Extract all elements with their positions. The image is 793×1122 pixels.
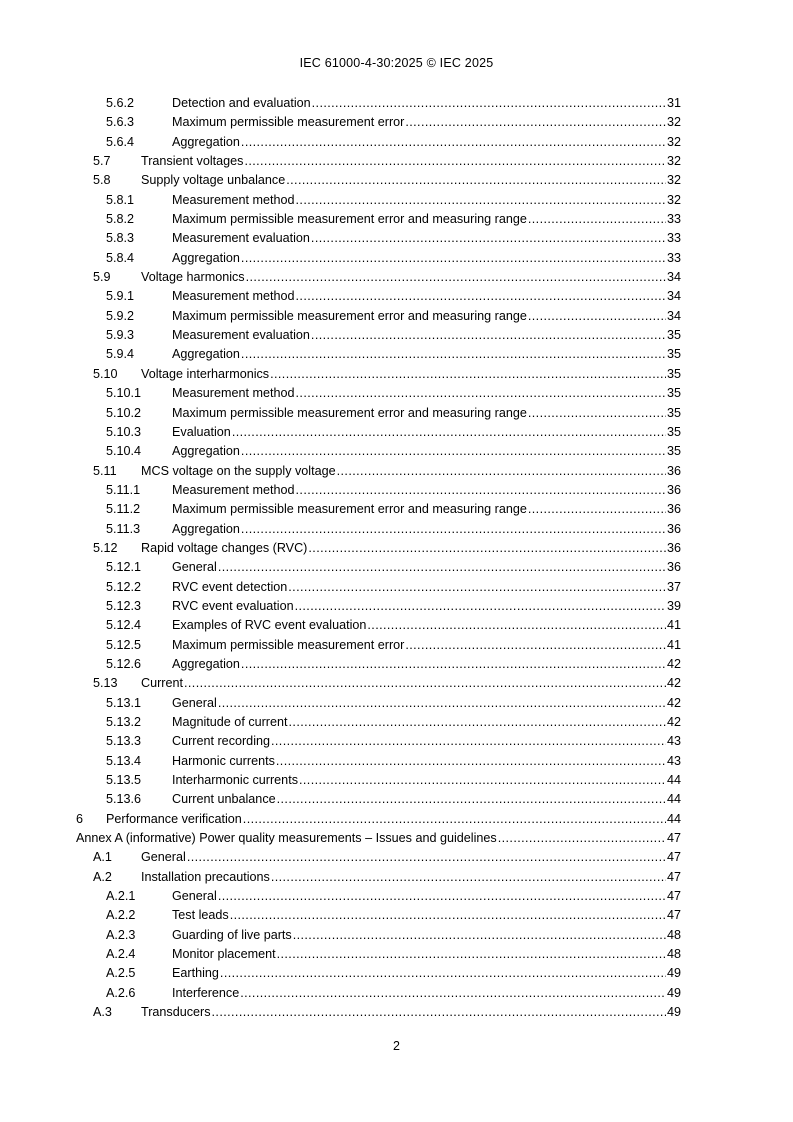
toc-entry-line — [172, 926, 681, 945]
toc-entry-number: 5.12.6 — [106, 656, 142, 671]
toc-entry-number: 5.11.2 — [106, 502, 141, 517]
toc-entry-number: 5.10.1 — [106, 386, 142, 401]
toc-leader-dots — [244, 152, 666, 171]
table-of-contents — [76, 94, 681, 1023]
toc-entry[interactable] — [76, 558, 681, 577]
toc-entry-title: Aggregation — [172, 521, 240, 536]
toc-entry-title: Magnitude of current — [172, 715, 288, 729]
toc-entry-page: 44 — [666, 792, 681, 807]
toc-entry-line — [172, 423, 681, 442]
toc-entry-number: 5.10.4 — [106, 444, 142, 459]
toc-entry-title: Measurement method — [172, 192, 295, 207]
toc-entry-number: 5.12.1 — [106, 560, 142, 575]
toc-entry-line — [172, 887, 681, 906]
toc-entry-title: Measurement evaluation — [172, 231, 310, 246]
toc-entry-title: Current — [141, 676, 183, 691]
toc-entry-page: 47 — [666, 869, 681, 884]
toc-entry[interactable] — [76, 520, 681, 539]
toc-entry-page: 44 — [666, 773, 681, 788]
toc-entry-page: 48 — [666, 947, 681, 962]
toc-entry-number: A.2.3 — [106, 927, 136, 942]
toc-entry-page: 36 — [666, 560, 681, 575]
toc-leader-dots — [276, 752, 666, 771]
toc-entry-title: Voltage interharmonics — [141, 366, 270, 381]
toc-entry-number: 5.11 — [93, 463, 117, 478]
toc-entry-title: Voltage harmonics — [141, 270, 245, 285]
toc-entry-page: 41 — [666, 637, 681, 652]
toc-entry-page: 37 — [666, 579, 681, 594]
toc-entry-number: A.2 — [93, 869, 112, 884]
toc-entry[interactable] — [76, 268, 681, 287]
toc-entry-number: 5.12.3 — [106, 598, 142, 613]
toc-entry-line — [172, 636, 681, 655]
toc-entry-line — [172, 578, 681, 597]
toc-entry-line — [76, 829, 681, 848]
toc-leader-dots — [293, 926, 666, 945]
toc-leader-dots — [277, 945, 666, 964]
toc-entry-title: Maximum permissible measurement error and measuring range — [172, 405, 527, 420]
toc-entry-title: Maximum permissible measurement error — [172, 115, 405, 130]
toc-entry-title: Measurement method — [172, 482, 295, 497]
toc-entry-line — [172, 616, 681, 635]
toc-entry-line — [172, 326, 681, 345]
toc-leader-dots — [308, 539, 666, 558]
toc-entry-line — [172, 481, 681, 500]
toc-entry-number: 5.6.2 — [106, 96, 135, 110]
toc-entry[interactable] — [76, 752, 681, 771]
toc-entry[interactable] — [76, 984, 681, 1003]
toc-leader-dots — [241, 655, 666, 674]
toc-entry-line — [172, 597, 681, 616]
toc-entry-page: 42 — [666, 695, 681, 710]
toc-entry-line — [141, 868, 681, 887]
toc-entry-title: General — [172, 695, 217, 710]
toc-entry-number: A.1 — [93, 850, 112, 865]
toc-entry-page: 44 — [666, 811, 681, 826]
toc-entry[interactable] — [76, 229, 681, 248]
toc-entry[interactable] — [76, 113, 681, 132]
toc-entry-line — [172, 713, 681, 732]
toc-entry-line — [172, 771, 681, 790]
toc-entry-page: 34 — [666, 308, 681, 323]
toc-entry[interactable] — [76, 848, 681, 867]
toc-entry[interactable] — [76, 926, 681, 945]
toc-entry-number: 5.6.4 — [106, 134, 135, 149]
toc-leader-dots — [241, 442, 666, 461]
toc-entry-title: Test leads — [172, 908, 229, 923]
toc-entry-title: Current recording — [172, 734, 270, 749]
toc-entry-number: 5.10.2 — [106, 405, 142, 420]
toc-entry-page: 42 — [666, 656, 681, 671]
toc-leader-dots — [230, 906, 666, 925]
toc-entry[interactable] — [76, 868, 681, 887]
toc-entry-number: 5.6.3 — [106, 115, 135, 130]
toc-leader-dots — [311, 229, 666, 248]
toc-entry-page: 36 — [666, 463, 681, 478]
toc-entry-line — [141, 268, 681, 287]
toc-entry-page: 35 — [666, 328, 681, 343]
toc-entry[interactable] — [76, 94, 681, 113]
toc-entry-number: 5.12.2 — [106, 579, 142, 594]
toc-entry-line — [172, 752, 681, 771]
toc-entry-number: 5.12 — [93, 540, 118, 555]
toc-entry[interactable] — [76, 1003, 681, 1022]
toc-entry[interactable] — [76, 616, 681, 635]
toc-entry-number: A.2.1 — [106, 889, 136, 904]
toc-leader-dots — [296, 481, 666, 500]
toc-entry[interactable] — [76, 732, 681, 751]
toc-entry-line — [172, 694, 681, 713]
toc-entry-title: Measurement method — [172, 386, 295, 401]
toc-entry[interactable] — [76, 133, 681, 152]
toc-entry-page: 49 — [666, 1005, 681, 1020]
toc-leader-dots — [187, 848, 666, 867]
toc-entry-number: 5.8.3 — [106, 231, 135, 246]
toc-entry[interactable] — [76, 636, 681, 655]
toc-entry-title: Aggregation — [172, 347, 240, 362]
toc-leader-dots — [241, 133, 666, 152]
toc-entry-title: Evaluation — [172, 424, 231, 439]
toc-entry[interactable] — [76, 655, 681, 674]
toc-entry-title: RVC event detection — [172, 579, 288, 594]
toc-entry-number: 5.13.6 — [106, 792, 142, 807]
toc-entry-page: 35 — [666, 366, 681, 381]
toc-entry-title: Maximum permissible measurement error and measuring range — [172, 212, 527, 227]
toc-entry-number: 5.8 — [93, 173, 111, 188]
toc-leader-dots — [277, 790, 666, 809]
toc-entry-page: 34 — [666, 289, 681, 304]
toc-entry-line — [172, 287, 681, 306]
toc-entry[interactable] — [76, 287, 681, 306]
toc-entry[interactable] — [76, 674, 681, 693]
toc-entry-number: 5.9.1 — [106, 289, 135, 304]
toc-entry-number: 5.9 — [93, 270, 111, 285]
toc-entry-page: 47 — [666, 850, 681, 865]
toc-entry[interactable] — [76, 539, 681, 558]
toc-leader-dots — [241, 520, 666, 539]
toc-entry-title: RVC event evaluation — [172, 598, 294, 613]
toc-entry-title: Aggregation — [172, 656, 240, 671]
toc-entry-number: 5.10 — [93, 366, 118, 381]
toc-entry-line — [172, 964, 681, 983]
toc-entry-title: General — [172, 560, 217, 575]
toc-entry[interactable] — [76, 365, 681, 384]
toc-entry-page: 42 — [666, 715, 681, 729]
toc-entry[interactable] — [76, 945, 681, 964]
toc-entry-page: 31 — [666, 96, 681, 110]
toc-entry-page: 47 — [666, 908, 681, 923]
toc-leader-dots — [296, 384, 666, 403]
toc-leader-dots — [246, 268, 666, 287]
toc-entry-number: 5.8.4 — [106, 250, 135, 265]
toc-entry-title: Earthing — [172, 966, 219, 981]
toc-entry-line — [172, 404, 681, 423]
toc-entry[interactable] — [76, 423, 681, 442]
toc-entry-page: 33 — [666, 250, 681, 265]
toc-entry-title: Aggregation — [172, 444, 240, 459]
toc-entry-line — [172, 307, 681, 326]
toc-entry-number: 5.8.1 — [106, 192, 135, 207]
toc-entry[interactable] — [76, 384, 681, 403]
toc-entry[interactable] — [76, 578, 681, 597]
toc-entry-page: 36 — [666, 482, 681, 497]
toc-entry-page: 32 — [666, 115, 681, 130]
toc-entry-number: 5.11.3 — [106, 521, 141, 536]
toc-entry-page: 47 — [666, 831, 681, 846]
toc-entry[interactable] — [76, 964, 681, 983]
toc-leader-dots — [367, 616, 666, 635]
toc-entry-title: Harmonic currents — [172, 753, 275, 768]
toc-entry-line — [172, 558, 681, 577]
toc-entry-line — [172, 249, 681, 268]
toc-entry-page: 39 — [666, 598, 681, 613]
toc-entry-title: Detection and evaluation — [172, 96, 311, 110]
toc-entry-number: 5.12.5 — [106, 637, 142, 652]
toc-leader-dots — [528, 210, 666, 229]
toc-leader-dots — [286, 171, 666, 190]
toc-entry-page: 35 — [666, 424, 681, 439]
toc-entry-title: Supply voltage unbalance — [141, 173, 286, 188]
toc-entry[interactable] — [76, 462, 681, 481]
toc-leader-dots — [405, 636, 666, 655]
toc-entry-number: 5.7 — [93, 154, 111, 169]
toc-entry-page: 34 — [666, 270, 681, 285]
toc-entry-number: 5.13.5 — [106, 773, 142, 788]
toc-entry-line — [172, 210, 681, 229]
toc-leader-dots — [218, 558, 666, 577]
toc-leader-dots — [270, 365, 666, 384]
toc-entry-line — [172, 945, 681, 964]
toc-entry-title: Maximum permissible measurement error and measuring range — [172, 502, 527, 517]
toc-entry-number: 5.13.3 — [106, 734, 142, 749]
toc-entry-line — [141, 171, 681, 190]
toc-leader-dots — [232, 423, 666, 442]
toc-entry[interactable] — [76, 790, 681, 809]
toc-leader-dots — [184, 674, 666, 693]
toc-entry-number: A.2.2 — [106, 908, 136, 923]
toc-leader-dots — [288, 578, 666, 597]
toc-entry-title: Annex A (informative) Power quality measurements – Issues and guidelines — [76, 831, 497, 846]
toc-entry[interactable] — [76, 307, 681, 326]
toc-entry-title: General — [141, 850, 186, 865]
toc-entry-line — [172, 520, 681, 539]
toc-leader-dots — [337, 462, 666, 481]
toc-leader-dots — [271, 732, 666, 751]
toc-entry-line — [141, 152, 681, 171]
toc-leader-dots — [528, 307, 666, 326]
toc-entry-line — [141, 674, 681, 693]
toc-entry-page: 48 — [666, 927, 681, 942]
toc-entry-number: 5.13 — [93, 676, 118, 691]
toc-leader-dots — [218, 694, 666, 713]
toc-entry-line — [172, 384, 681, 403]
toc-entry-page: 41 — [666, 618, 681, 633]
toc-entry-page: 49 — [666, 985, 681, 1000]
toc-entry[interactable] — [76, 152, 681, 171]
toc-entry-title: Transducers — [141, 1005, 211, 1020]
toc-entry-page: 36 — [666, 521, 681, 536]
toc-entry-title: Interference — [172, 985, 240, 1000]
toc-leader-dots — [498, 829, 666, 848]
toc-leader-dots — [312, 94, 666, 113]
toc-entry[interactable] — [76, 500, 681, 519]
toc-entry-page: 32 — [666, 173, 681, 188]
toc-entry-title: Maximum permissible measurement error — [172, 637, 405, 652]
toc-entry-line — [172, 500, 681, 519]
toc-entry[interactable] — [76, 249, 681, 268]
toc-leader-dots — [220, 964, 666, 983]
toc-entry[interactable] — [76, 171, 681, 190]
toc-entry-number: 5.12.4 — [106, 618, 142, 633]
page-header: IEC 61000-4-30:2025 © IEC 2025 — [299, 56, 494, 70]
toc-entry-page: 35 — [666, 386, 681, 401]
toc-entry[interactable] — [76, 326, 681, 345]
toc-leader-dots — [271, 868, 666, 887]
toc-entry-page: 43 — [666, 753, 681, 768]
toc-entry-number: 5.9.3 — [106, 328, 135, 343]
toc-entry-page: 36 — [666, 540, 681, 555]
toc-entry-number: A.2.5 — [106, 966, 136, 981]
toc-entry-title: Interharmonic currents — [172, 773, 298, 788]
toc-leader-dots — [241, 345, 666, 364]
toc-entry-title: Current unbalance — [172, 792, 276, 807]
toc-entry[interactable] — [76, 810, 681, 829]
toc-entry-title: MCS voltage on the supply voltage — [141, 463, 336, 478]
toc-leader-dots — [241, 249, 666, 268]
toc-entry-number: 5.13.1 — [106, 695, 142, 710]
toc-entry-title: Measurement evaluation — [172, 328, 310, 343]
toc-entry-line — [172, 906, 681, 925]
toc-entry-line — [141, 1003, 681, 1022]
toc-entry-line — [141, 539, 681, 558]
toc-entry-number: 5.11.1 — [106, 482, 141, 497]
toc-entry-page: 32 — [666, 134, 681, 149]
toc-entry-line — [172, 345, 681, 364]
toc-entry-page: 49 — [666, 966, 681, 981]
toc-entry[interactable] — [76, 191, 681, 210]
toc-entry-line — [141, 365, 681, 384]
toc-entry[interactable] — [76, 597, 681, 616]
toc-entry-page: 43 — [666, 734, 681, 749]
toc-leader-dots — [212, 1003, 666, 1022]
toc-entry-page: 47 — [666, 889, 681, 904]
toc-leader-dots — [311, 326, 666, 345]
toc-entry[interactable] — [76, 713, 681, 732]
toc-entry-line — [172, 191, 681, 210]
toc-entry-line — [141, 462, 681, 481]
toc-leader-dots — [295, 597, 666, 616]
toc-entry-number: 5.9.4 — [106, 347, 135, 362]
toc-entry-line — [172, 113, 681, 132]
toc-entry-title: Aggregation — [172, 134, 240, 149]
toc-entry-number: 5.8.2 — [106, 212, 135, 227]
toc-entry-page: 35 — [666, 444, 681, 459]
toc-leader-dots — [289, 713, 666, 732]
toc-leader-dots — [528, 404, 666, 423]
toc-entry-line — [172, 442, 681, 461]
toc-entry-title: Examples of RVC event evaluation — [172, 618, 367, 633]
toc-entry-line — [141, 848, 681, 867]
toc-entry-line — [172, 655, 681, 674]
toc-entry[interactable] — [76, 481, 681, 500]
toc-leader-dots — [296, 287, 666, 306]
toc-entry-line — [172, 133, 681, 152]
toc-entry-title: Measurement method — [172, 289, 295, 304]
toc-entry-number: 5.10.3 — [106, 424, 142, 439]
toc-entry[interactable] — [76, 829, 681, 848]
toc-entry-title: Installation precautions — [141, 869, 270, 884]
toc-entry[interactable] — [76, 210, 681, 229]
toc-entry-line — [172, 732, 681, 751]
toc-leader-dots — [243, 810, 666, 829]
toc-leader-dots — [218, 887, 666, 906]
toc-entry-number: 5.13.2 — [106, 715, 142, 729]
toc-entry[interactable] — [76, 771, 681, 790]
toc-entry[interactable] — [76, 887, 681, 906]
toc-entry-title: Maximum permissible measurement error and measuring range — [172, 308, 527, 323]
toc-leader-dots — [528, 500, 666, 519]
toc-leader-dots — [299, 771, 666, 790]
toc-entry-line — [106, 810, 681, 829]
toc-entry-page: 32 — [666, 192, 681, 207]
toc-entry-number: A.2.6 — [106, 985, 136, 1000]
toc-leader-dots — [405, 113, 666, 132]
toc-entry-page: 32 — [666, 154, 681, 169]
toc-leader-dots — [296, 191, 666, 210]
toc-entry-number: A.3 — [93, 1005, 112, 1020]
toc-entry-line — [172, 229, 681, 248]
toc-entry-page: 33 — [666, 212, 681, 227]
toc-entry-number: 5.9.2 — [106, 308, 135, 323]
toc-entry-line — [172, 984, 681, 1003]
toc-leader-dots — [240, 984, 666, 1003]
toc-entry-page: 33 — [666, 231, 681, 246]
toc-entry-number: A.2.4 — [106, 947, 136, 962]
toc-entry-line — [172, 94, 681, 113]
toc-entry-page: 35 — [666, 405, 681, 420]
toc-entry-page: 42 — [666, 676, 681, 691]
toc-entry-title: Performance verification — [106, 811, 242, 826]
toc-entry[interactable] — [76, 404, 681, 423]
toc-entry-page: 36 — [666, 502, 681, 517]
toc-entry-title: Aggregation — [172, 250, 240, 265]
toc-entry[interactable] — [76, 345, 681, 364]
toc-entry-title: Transient voltages — [141, 154, 244, 169]
toc-entry[interactable] — [76, 694, 681, 713]
toc-entry-page: 35 — [666, 347, 681, 362]
toc-entry-title: Guarding of live parts — [172, 927, 292, 942]
toc-entry-title: Monitor placement — [172, 947, 276, 962]
toc-entry-title: Rapid voltage changes (RVC) — [141, 540, 308, 555]
toc-entry-number: 5.13.4 — [106, 753, 142, 768]
toc-entry-line — [172, 790, 681, 809]
toc-entry-title: General — [172, 889, 217, 904]
toc-entry-number: 6 — [76, 811, 84, 826]
toc-entry[interactable] — [76, 906, 681, 925]
page-number: 2 — [393, 1039, 400, 1053]
toc-entry[interactable] — [76, 442, 681, 461]
